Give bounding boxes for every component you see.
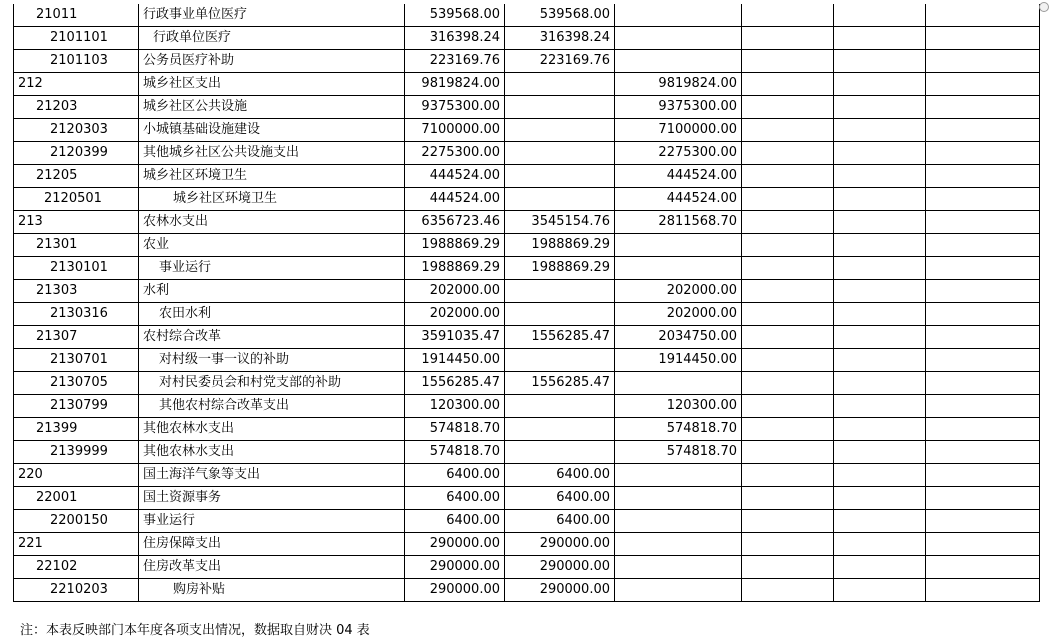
subject-name: 事业运行 <box>139 510 405 533</box>
basic-amount: 6400.00 <box>505 510 615 533</box>
empty-cell <box>926 73 1040 96</box>
subject-name: 农业 <box>139 234 405 257</box>
project-amount: 444524.00 <box>615 188 742 211</box>
empty-cell <box>742 142 834 165</box>
empty-cell <box>834 73 926 96</box>
subject-name: 其他农村综合改革支出 <box>139 395 405 418</box>
empty-cell <box>834 349 926 372</box>
empty-cell <box>926 257 1040 280</box>
total-amount: 6400.00 <box>405 464 505 487</box>
table-row <box>14 96 1040 119</box>
total-amount: 6400.00 <box>405 487 505 510</box>
empty-cell <box>742 556 834 579</box>
empty-cell <box>926 441 1040 464</box>
total-amount: 444524.00 <box>405 188 505 211</box>
subject-name: 国土资源事务 <box>139 487 405 510</box>
basic-amount <box>505 165 615 188</box>
subject-code: 22102 <box>14 556 139 579</box>
empty-cell <box>834 96 926 119</box>
empty-cell <box>742 280 834 303</box>
table-row <box>14 303 1040 326</box>
corner-handle-icon <box>1039 2 1049 12</box>
project-amount: 444524.00 <box>615 165 742 188</box>
basic-amount: 316398.24 <box>505 27 615 50</box>
table-row <box>14 418 1040 441</box>
subject-code: 2130316 <box>14 303 139 326</box>
empty-cell <box>926 188 1040 211</box>
empty-cell <box>742 510 834 533</box>
basic-amount <box>505 188 615 211</box>
project-amount: 574818.70 <box>615 441 742 464</box>
project-amount: 7100000.00 <box>615 119 742 142</box>
project-amount <box>615 556 742 579</box>
total-amount: 2275300.00 <box>405 142 505 165</box>
project-amount <box>615 510 742 533</box>
empty-cell <box>834 326 926 349</box>
subject-name: 购房补贴 <box>139 579 405 602</box>
empty-cell <box>834 280 926 303</box>
table-row <box>14 165 1040 188</box>
empty-cell <box>926 556 1040 579</box>
project-amount <box>615 27 742 50</box>
empty-cell <box>834 27 926 50</box>
project-amount <box>615 234 742 257</box>
total-amount: 290000.00 <box>405 579 505 602</box>
subject-code: 2101101 <box>14 27 139 50</box>
subject-code: 21205 <box>14 165 139 188</box>
empty-cell <box>834 372 926 395</box>
table-row <box>14 50 1040 73</box>
empty-cell <box>742 372 834 395</box>
subject-name: 行政事业单位医疗 <box>139 4 405 27</box>
table-row <box>14 487 1040 510</box>
empty-cell <box>834 556 926 579</box>
empty-cell <box>742 96 834 119</box>
total-amount: 316398.24 <box>405 27 505 50</box>
table-row <box>14 556 1040 579</box>
subject-code: 21303 <box>14 280 139 303</box>
table-row <box>14 73 1040 96</box>
table-row <box>14 326 1040 349</box>
basic-amount <box>505 349 615 372</box>
table-row <box>14 533 1040 556</box>
empty-cell <box>742 464 834 487</box>
empty-cell <box>926 395 1040 418</box>
total-amount: 1988869.29 <box>405 234 505 257</box>
subject-code: 2130705 <box>14 372 139 395</box>
table-row <box>14 188 1040 211</box>
empty-cell <box>742 165 834 188</box>
empty-cell <box>834 510 926 533</box>
empty-cell <box>926 4 1040 27</box>
empty-cell <box>742 349 834 372</box>
subject-name: 水利 <box>139 280 405 303</box>
subject-code: 2120399 <box>14 142 139 165</box>
table-row <box>14 257 1040 280</box>
subject-code: 2210203 <box>14 579 139 602</box>
empty-cell <box>834 441 926 464</box>
basic-amount: 290000.00 <box>505 533 615 556</box>
total-amount: 202000.00 <box>405 280 505 303</box>
subject-name: 对村级一事一议的补助 <box>139 349 405 372</box>
empty-cell <box>834 464 926 487</box>
project-amount <box>615 579 742 602</box>
subject-code: 2200150 <box>14 510 139 533</box>
total-amount: 9375300.00 <box>405 96 505 119</box>
empty-cell <box>926 165 1040 188</box>
subject-code: 21011 <box>14 4 139 27</box>
empty-cell <box>926 27 1040 50</box>
total-amount: 1556285.47 <box>405 372 505 395</box>
subject-code: 2139999 <box>14 441 139 464</box>
subject-name: 农田水利 <box>139 303 405 326</box>
empty-cell <box>742 188 834 211</box>
total-amount: 1988869.29 <box>405 257 505 280</box>
empty-cell <box>742 50 834 73</box>
subject-code: 2130101 <box>14 257 139 280</box>
empty-cell <box>834 579 926 602</box>
project-amount <box>615 464 742 487</box>
subject-code: 21307 <box>14 326 139 349</box>
project-amount <box>615 533 742 556</box>
subject-code: 21399 <box>14 418 139 441</box>
subject-name: 小城镇基础设施建设 <box>139 119 405 142</box>
total-amount: 290000.00 <box>405 556 505 579</box>
subject-name: 其他农林水支出 <box>139 441 405 464</box>
project-amount: 574818.70 <box>615 418 742 441</box>
subject-name: 城乡社区公共设施 <box>139 96 405 119</box>
empty-cell <box>926 326 1040 349</box>
subject-name: 住房改革支出 <box>139 556 405 579</box>
empty-cell <box>926 418 1040 441</box>
subject-name: 住房保障支出 <box>139 533 405 556</box>
basic-amount: 1556285.47 <box>505 326 615 349</box>
project-amount: 120300.00 <box>615 395 742 418</box>
table-row <box>14 4 1040 27</box>
subject-name: 农村综合改革 <box>139 326 405 349</box>
empty-cell <box>926 119 1040 142</box>
subject-name: 公务员医疗补助 <box>139 50 405 73</box>
subject-name: 其他城乡社区公共设施支出 <box>139 142 405 165</box>
basic-amount <box>505 280 615 303</box>
subject-code: 2130701 <box>14 349 139 372</box>
basic-amount: 1556285.47 <box>505 372 615 395</box>
empty-cell <box>742 418 834 441</box>
project-amount <box>615 4 742 27</box>
total-amount: 9819824.00 <box>405 73 505 96</box>
subject-code: 22001 <box>14 487 139 510</box>
table-row <box>14 27 1040 50</box>
subject-code: 220 <box>14 464 139 487</box>
basic-amount <box>505 441 615 464</box>
empty-cell <box>742 4 834 27</box>
subject-code: 21301 <box>14 234 139 257</box>
project-amount <box>615 50 742 73</box>
subject-code: 2120303 <box>14 119 139 142</box>
basic-amount <box>505 418 615 441</box>
project-amount: 9375300.00 <box>615 96 742 119</box>
basic-amount: 6400.00 <box>505 464 615 487</box>
total-amount: 202000.00 <box>405 303 505 326</box>
empty-cell <box>742 257 834 280</box>
empty-cell <box>834 487 926 510</box>
table-row <box>14 395 1040 418</box>
basic-amount: 290000.00 <box>505 556 615 579</box>
project-amount: 202000.00 <box>615 303 742 326</box>
empty-cell <box>742 234 834 257</box>
table-row <box>14 349 1040 372</box>
empty-cell <box>926 464 1040 487</box>
empty-cell <box>926 280 1040 303</box>
subject-name: 其他农林水支出 <box>139 418 405 441</box>
table-row <box>14 142 1040 165</box>
empty-cell <box>742 303 834 326</box>
basic-amount <box>505 142 615 165</box>
empty-cell <box>926 487 1040 510</box>
total-amount: 290000.00 <box>405 533 505 556</box>
empty-cell <box>742 211 834 234</box>
empty-cell <box>834 234 926 257</box>
table-row <box>14 441 1040 464</box>
subject-name: 城乡社区支出 <box>139 73 405 96</box>
empty-cell <box>834 395 926 418</box>
total-amount: 7100000.00 <box>405 119 505 142</box>
subject-code: 212 <box>14 73 139 96</box>
empty-cell <box>742 119 834 142</box>
subject-code: 221 <box>14 533 139 556</box>
empty-cell <box>834 119 926 142</box>
empty-cell <box>742 73 834 96</box>
basic-amount <box>505 119 615 142</box>
basic-amount: 3545154.76 <box>505 211 615 234</box>
total-amount: 539568.00 <box>405 4 505 27</box>
empty-cell <box>742 441 834 464</box>
empty-cell <box>926 211 1040 234</box>
project-amount: 2034750.00 <box>615 326 742 349</box>
empty-cell <box>926 510 1040 533</box>
empty-cell <box>834 418 926 441</box>
project-amount: 2811568.70 <box>615 211 742 234</box>
subject-name: 行政单位医疗 <box>139 27 405 50</box>
basic-amount <box>505 96 615 119</box>
basic-amount: 1988869.29 <box>505 257 615 280</box>
empty-cell <box>926 372 1040 395</box>
basic-amount <box>505 395 615 418</box>
table-row <box>14 280 1040 303</box>
subject-name: 农林水支出 <box>139 211 405 234</box>
total-amount: 574818.70 <box>405 418 505 441</box>
subject-code: 21203 <box>14 96 139 119</box>
subject-name: 国土海洋气象等支出 <box>139 464 405 487</box>
total-amount: 1914450.00 <box>405 349 505 372</box>
subject-code: 2101103 <box>14 50 139 73</box>
table-row <box>14 211 1040 234</box>
basic-amount: 223169.76 <box>505 50 615 73</box>
subject-code: 2130799 <box>14 395 139 418</box>
empty-cell <box>834 257 926 280</box>
table-row <box>14 234 1040 257</box>
project-amount: 2275300.00 <box>615 142 742 165</box>
empty-cell <box>926 96 1040 119</box>
total-amount: 444524.00 <box>405 165 505 188</box>
empty-cell <box>926 50 1040 73</box>
total-amount: 223169.76 <box>405 50 505 73</box>
empty-cell <box>742 326 834 349</box>
table-body <box>14 4 1040 602</box>
subject-name: 对村民委员会和村党支部的补助 <box>139 372 405 395</box>
subject-code: 2120501 <box>14 188 139 211</box>
subject-code: 213 <box>14 211 139 234</box>
empty-cell <box>834 303 926 326</box>
empty-cell <box>742 533 834 556</box>
empty-cell <box>834 142 926 165</box>
basic-amount: 6400.00 <box>505 487 615 510</box>
project-amount <box>615 487 742 510</box>
empty-cell <box>834 211 926 234</box>
project-amount: 1914450.00 <box>615 349 742 372</box>
total-amount: 574818.70 <box>405 441 505 464</box>
empty-cell <box>926 142 1040 165</box>
empty-cell <box>926 303 1040 326</box>
project-amount: 9819824.00 <box>615 73 742 96</box>
empty-cell <box>834 4 926 27</box>
expenditure-table <box>13 4 1040 602</box>
total-amount: 6356723.46 <box>405 211 505 234</box>
project-amount <box>615 257 742 280</box>
subject-name: 事业运行 <box>139 257 405 280</box>
basic-amount: 1988869.29 <box>505 234 615 257</box>
total-amount: 6400.00 <box>405 510 505 533</box>
empty-cell <box>742 395 834 418</box>
subject-name: 城乡社区环境卫生 <box>139 188 405 211</box>
basic-amount: 290000.00 <box>505 579 615 602</box>
basic-amount <box>505 303 615 326</box>
table-row <box>14 372 1040 395</box>
empty-cell <box>742 579 834 602</box>
empty-cell <box>834 533 926 556</box>
empty-cell <box>926 533 1040 556</box>
empty-cell <box>926 349 1040 372</box>
project-amount <box>615 372 742 395</box>
project-amount: 202000.00 <box>615 280 742 303</box>
basic-amount <box>505 73 615 96</box>
empty-cell <box>742 487 834 510</box>
basic-amount: 539568.00 <box>505 4 615 27</box>
table-footnote: 注：本表反映部门本年度各项支出情况，数据取自财决 04 表 <box>20 623 370 638</box>
empty-cell <box>926 579 1040 602</box>
table-row <box>14 464 1040 487</box>
empty-cell <box>926 234 1040 257</box>
total-amount: 120300.00 <box>405 395 505 418</box>
table-row <box>14 579 1040 602</box>
table-row <box>14 510 1040 533</box>
subject-name: 城乡社区环境卫生 <box>139 165 405 188</box>
empty-cell <box>834 165 926 188</box>
empty-cell <box>834 50 926 73</box>
table-row <box>14 119 1040 142</box>
empty-cell <box>742 27 834 50</box>
empty-cell <box>834 188 926 211</box>
total-amount: 3591035.47 <box>405 326 505 349</box>
